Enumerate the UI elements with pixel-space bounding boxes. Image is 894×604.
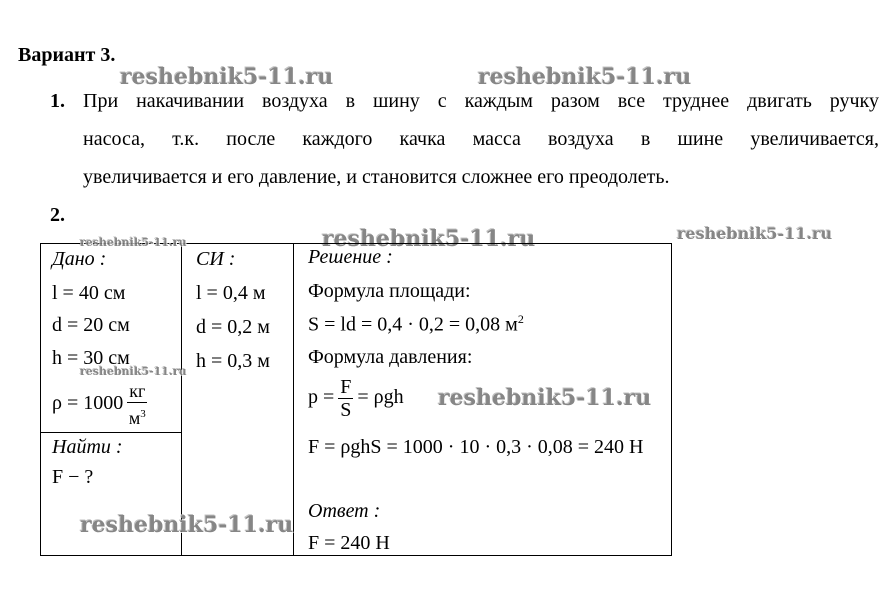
formula-area-label: Формула площади: [308, 280, 471, 302]
answer-header: Ответ : [308, 500, 381, 522]
si-header: СИ : [196, 248, 236, 270]
given-d: d = 20 см [52, 314, 130, 336]
watermark: reshebnik5-11.ru [677, 224, 833, 243]
pressure-fraction [338, 376, 353, 421]
variant-title: Вариант 3. [18, 44, 116, 66]
given-h: h = 30 см [52, 347, 130, 369]
item-1-line-3: увеличивается и его давление, и становится сложнее его преодолеть. [83, 166, 670, 188]
watermark: reshebnik5-11.ru [438, 385, 652, 411]
column-divider [293, 243, 294, 555]
formula-area [308, 312, 524, 337]
pressure-den: S [340, 399, 352, 421]
rho-unit-den-exp: 3 [140, 408, 146, 420]
watermark: reshebnik5-11.ru [322, 226, 536, 252]
row-divider [40, 432, 182, 433]
item-1-line-2: насоса, т.к. после каждого качка масса воздуха в шине увеличивается, [83, 128, 879, 150]
watermark: reshebnik5-11.ru [478, 64, 692, 90]
formula-area-text: S = ld = 0,4 · 0,2 = 0,08 м [308, 313, 518, 336]
formula-pressure-label: Формула давления: [308, 346, 473, 368]
find-f: F − ? [52, 466, 94, 488]
watermark: reshebnik5-11.ru [80, 365, 187, 378]
pressure-num: F [340, 376, 352, 398]
rho-unit-den: м [128, 408, 141, 428]
force-calculation: F = ρghS = 1000 · 10 · 0,3 · 0,08 = 240 Н [308, 436, 644, 458]
item-1-number: 1. [50, 90, 65, 112]
si-h: h = 0,3 м [196, 350, 270, 372]
item-2-number: 2. [50, 204, 65, 226]
si-d: d = 0,2 м [196, 316, 270, 338]
reshenie-header: Решение : [308, 246, 393, 268]
pressure-rhs: = ρgh [357, 386, 404, 409]
watermark: reshebnik5-11.ru [80, 236, 187, 249]
dano-header: Дано : [52, 248, 107, 270]
rho-unit-fraction [127, 380, 147, 429]
formula-area-exp: 2 [517, 312, 524, 326]
rho-lhs: ρ = 1000 [52, 392, 124, 415]
si-l: l = 0,4 м [196, 282, 266, 304]
watermark: reshebnik5-11.ru [80, 512, 294, 538]
formula-pressure [308, 376, 404, 421]
given-l: l = 40 см [52, 282, 126, 304]
rho-unit-num: кг [129, 381, 146, 401]
watermark: reshebnik5-11.ru [120, 64, 334, 90]
answer-value: F = 240 Н [308, 532, 390, 554]
column-divider [181, 243, 182, 555]
given-rho [52, 380, 151, 429]
item-1-line-1: При накачивании воздуха в шину с каждым разом все труднее двигать ручку [83, 90, 879, 112]
najti-header: Найти : [52, 436, 123, 458]
pressure-lhs: p = [308, 386, 335, 409]
